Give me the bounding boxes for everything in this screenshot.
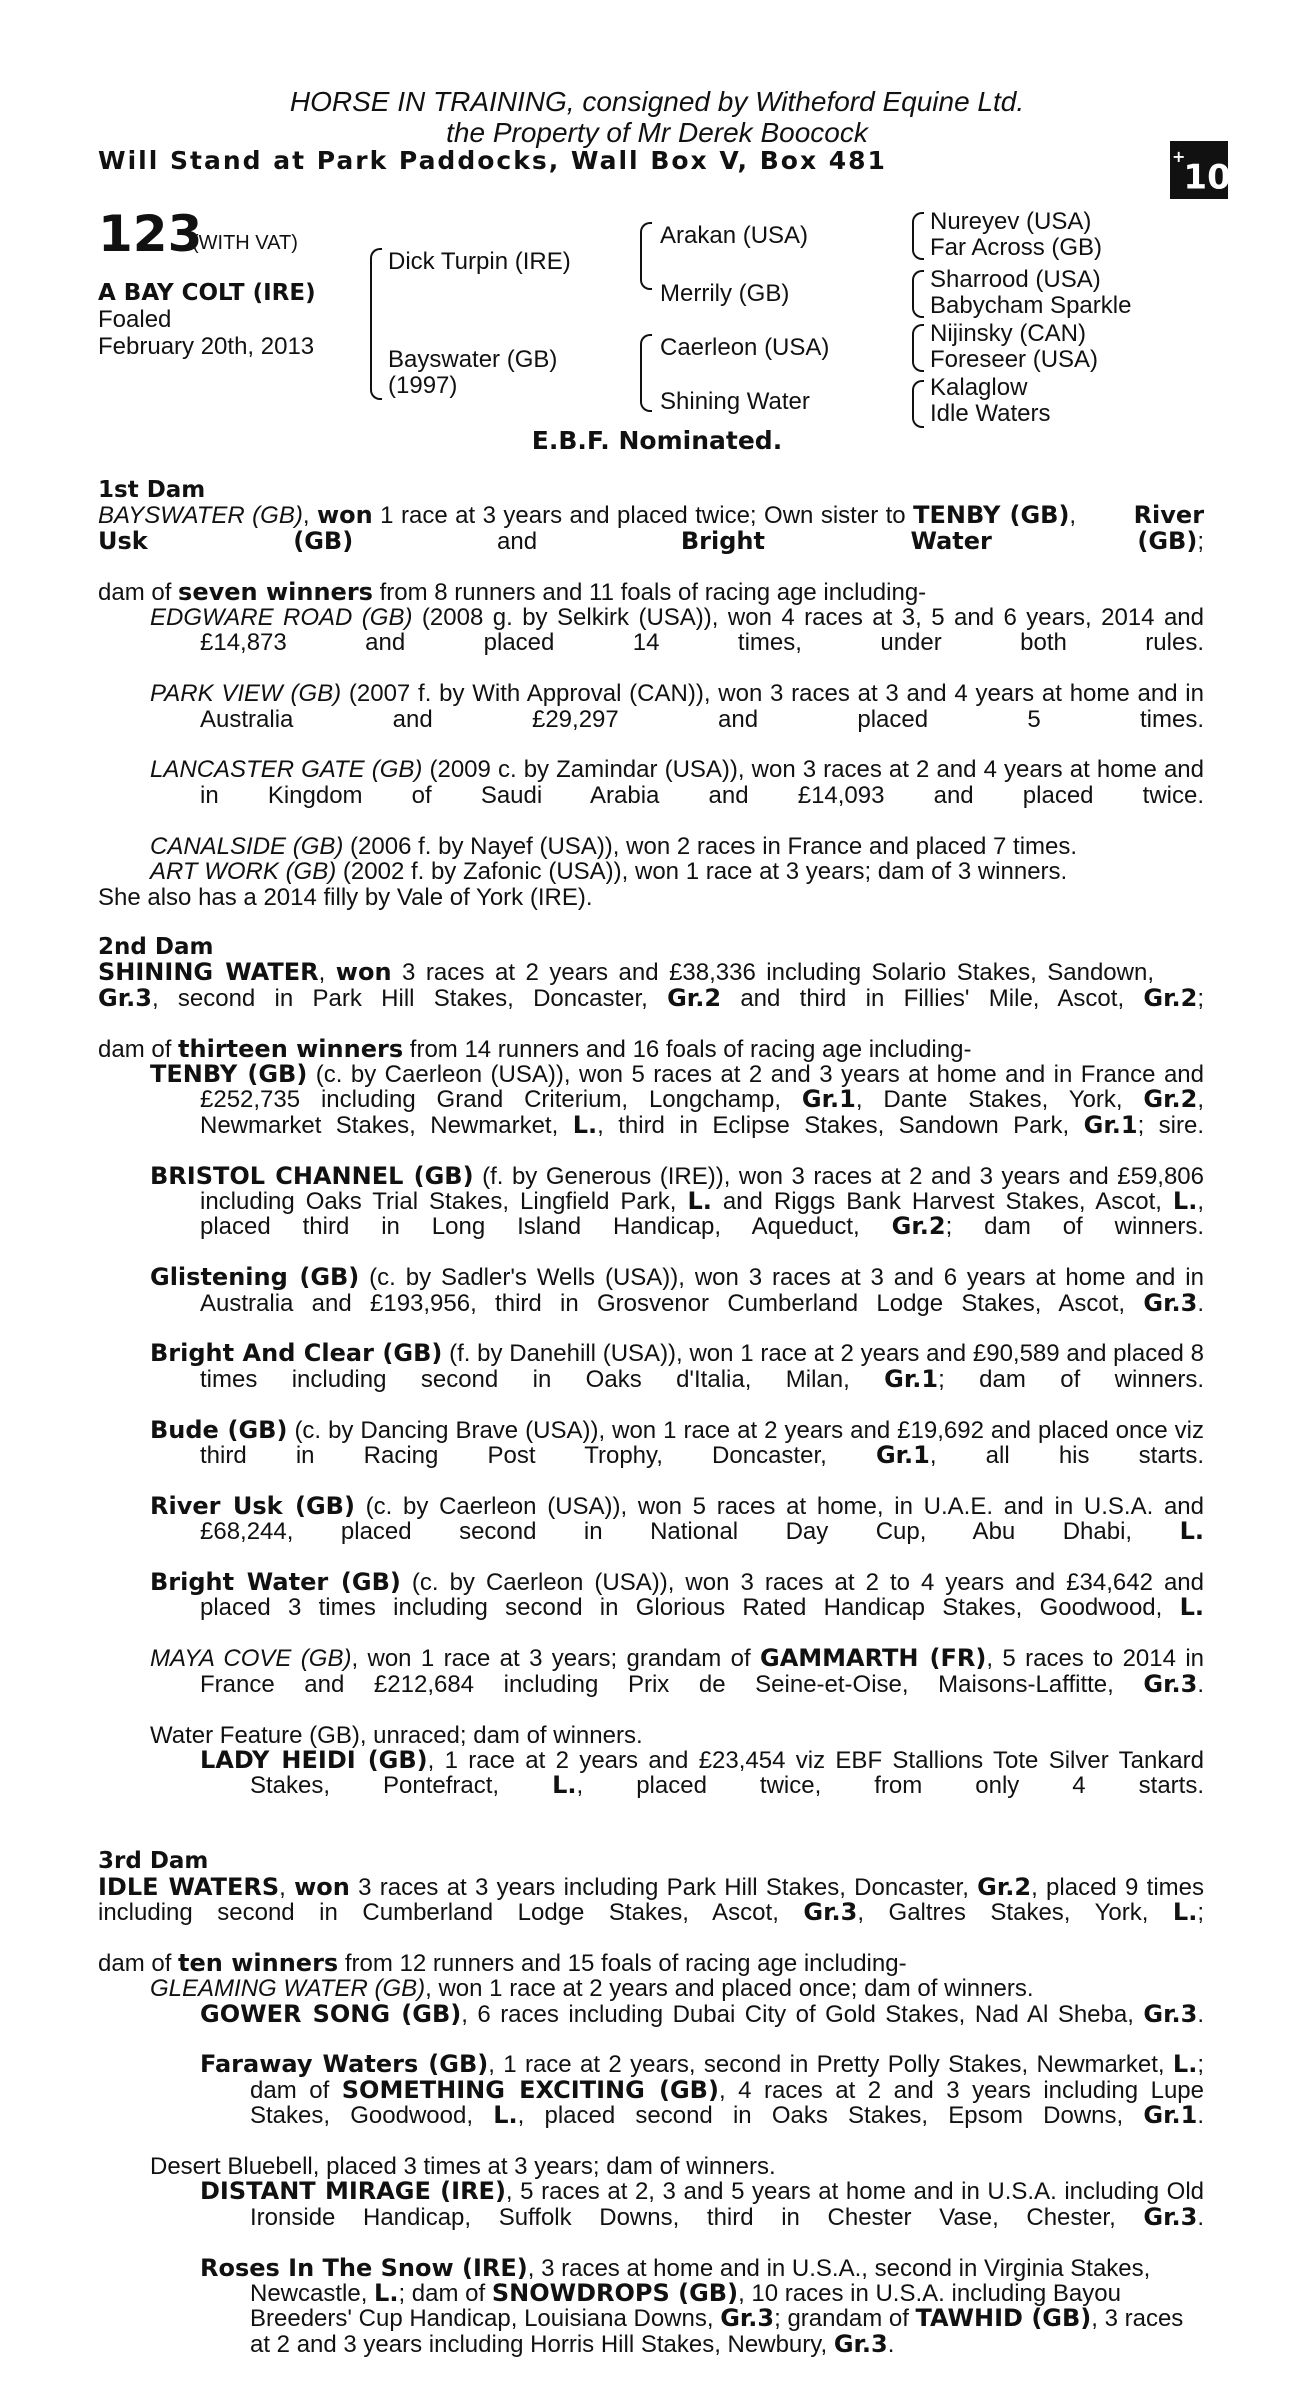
pedigree-ssd: Far Across (GB) [930,234,1103,261]
lot-badge: +10 [1170,141,1228,199]
sire-dam: Merrily (GB) [660,280,790,307]
produce-desert-bluebell: Desert Bluebell, placed 3 times at 3 years; dam of winners. [150,2153,776,2180]
produce-roses-in-the-snow: Roses In The Snow (IRE), 3 races at home and in U.S.A., second in Virginia Stakes, Newcastle, L.; dam of SNOWDROPS (GB), 10 races in U.S.A. including Bayou Breeders' Cup Handicap, Louisiana Downs, Gr.3; grandam of TAWHID (GB), 3 races at 2 and 3 years including Horris Hill Stakes, Newbury, Gr.3. [200,2253,1184,2358]
produce-art-work: ART WORK (GB) (2002 f. by Zafonic (USA)), won 1 race at 3 years; dam of 3 winners. [150,858,1068,886]
second-dam-produce-intro: dam of thirteen winners from 14 runners and 16 foals of racing age including- [98,1034,972,1063]
lot-number: 123 [98,205,203,263]
pedigree-dsd: Foreseer (USA) [930,346,1099,373]
produce-bright-water: Bright Water (GB) (c. by Caerleon (USA)), won 3 races at 2 to 4 years and £34,642 and placed 3 times including second in Glorious Rated Handicap Stakes, Goodwood, L. [150,1568,1204,1622]
produce-lady-heidi: LADY HEIDI (GB), 1 race at 2 years and £23,454 viz EBF Stallions Tote Silver Tankard Stakes, Pontefract, L., placed twice, from only 4 starts. [200,1745,1204,1800]
second-dam-text: SHINING WATER, won 3 races at 2 years and £38,336 including Solario Stakes, Sandown, Gr.3, second in Park Hill Stakes, Doncaster, Gr.2 and third in Fillies' Mile, Ascot, Gr.2; [98,958,1205,1012]
brace-ss [912,212,924,260]
brace-ds [912,324,924,372]
third-dam-text: IDLE WATERS, won 3 races at 3 years including Park Hill Stakes, Doncaster, Gr.2, placed 9 times including second in Cumberland Lodge Stakes, Ascot, Gr.3, Galtres Stakes, York, L.; [98,1872,1205,1926]
pedigree-sdd: Babycham Sparkle [930,292,1132,319]
brace-sd [912,270,924,318]
produce-bude: Bude (GB) (c. by Dancing Brave (USA)), won 1 race at 2 years and £19,692 and placed once viz third in Racing Post Trophy, Doncaster, Gr.1, all his starts. [150,1415,1205,1470]
brace-gen1 [370,248,382,400]
produce-tenby: TENBY (GB) (c. by Caerleon (USA)), won 5 races at 2 and 3 years at home and in France and £252,735 including Grand Criterium, Longchamp, Gr.1, Dante Stakes, York, Gr.2, Newmarket Stakes, Newmarket, L., third in Eclipse Stakes, Sandown Park, Gr.1; sire. [150,1059,1205,1139]
pedigree-dss: Nijinsky (CAN) [930,320,1086,347]
produce-gleaming-water: GLEAMING WATER (GB), won 1 race at 2 years and placed once; dam of winners. [150,1975,1034,2003]
pedigree-dds: Kalaglow [930,374,1028,401]
produce-gower-song: GOWER SONG (GB), 6 races including Dubai City of Gold Stakes, Nad Al Sheba, Gr.3. [200,1999,1204,2028]
produce-maya-cove: MAYA COVE (GB), won 1 race at 3 years; grandam of GAMMARTH (FR), 5 races to 2014 in France and £212,684 including Prix de Seine-et-Oise, Maisons-Laffitte, Gr.3. [150,1644,1205,1698]
third-dam-heading: 3rd Dam [98,1848,209,1875]
pedigree-sds: Sharrood (USA) [930,266,1101,293]
produce-edgware-road: EDGWARE ROAD (GB) (2008 g. by Selkirk (USA)), won 4 races at 3, 5 and 6 years, 2014 and £14,873 and placed 14 times, under both rules. [150,604,1204,657]
header-line-2: the Property of Mr Derek Boocock [446,117,868,148]
first-dam-heading: 1st Dam [98,477,206,503]
produce-faraway-waters: Faraway Waters (GB), 1 race at 2 years, second in Pretty Polly Stakes, Newmarket, L.; dam of SOMETHING EXCITING (GB), 4 races at 2 and 3 years including Lupe Stakes, Goodwood, L., placed second in Oaks Stakes, Epsom Downs, Gr.1. [200,2050,1205,2130]
header-line-1: HORSE IN TRAINING, consigned by Witheford Equine Ltd. [289,86,1025,117]
produce-lancaster-gate: LANCASTER GATE (GB) (2009 c. by Zamindar (USA)), won 3 races at 2 and 4 years at home and in Kingdom of Saudi Arabia and £14,093 and placed twice. [150,756,1205,809]
pedigree-sss: Nureyev (USA) [930,208,1092,235]
produce-2014-filly: She also has a 2014 filly by Vale of York (IRE). [98,883,593,911]
brace-sire [640,222,652,290]
pedigree-ddd: Idle Waters [930,400,1051,427]
first-dam-produce-intro: dam of seven winners from 8 runners and 11 foals of racing age including- [98,577,927,606]
produce-glistening: Glistening (GB) (c. by Sadler's Wells (USA)), won 3 races at 3 and 6 years at home and in Australia and £193,956, third in Grosvenor Cumberland Lodge Stakes, Ascot, Gr.3. [150,1263,1204,1317]
foaled-label: Foaled [98,306,172,333]
foaled-date: February 20th, 2013 [98,333,315,360]
produce-bright-and-clear: Bright And Clear (GB) (f. by Danehill (USA)), won 1 race at 2 years and £90,589 and placed 8 times including second in Oaks d'Italia, Milan, Gr.1; dam of winners. [150,1339,1204,1393]
produce-river-usk: River Usk (GB) (c. by Caerleon (USA)), won 5 races at home, in U.A.E. and in U.S.A. and £68,244, placed second in National Day Cup, Abu Dhabi, L. [150,1491,1204,1546]
dam-sire: Caerleon (USA) [660,334,830,361]
first-dam-text: BAYSWATER (GB), won 1 race at 3 years and placed twice; Own sister to TENBY (GB), River Usk (GB) and Bright Water (GB); [98,501,1205,555]
produce-park-view: PARK VIEW (GB) (2007 f. by With Approval (CAN)), won 3 races at 3 and 4 years at home and in Australia and £29,297 and placed 5 times. [150,680,1204,733]
pedigree-notes [98,478,1204,2383]
vat-label: (WITH VAT) [192,232,298,254]
sire-sire: Arakan (USA) [660,222,809,249]
produce-distant-mirage: DISTANT MIRAGE (IRE), 5 races at 2, 3 and 5 years at home and in U.S.A. including Old Ironside Handicap, Suffolk Downs, third in Chester Vase, Chester, Gr.3. [200,2177,1204,2231]
third-dam-produce-intro: dam of ten winners from 12 runners and 15 foals of racing age including- [98,1948,907,1977]
dam-year: (1997) [388,372,458,399]
brace-dam [640,334,652,412]
header-line-3: Will Stand at Park Paddocks, Wall Box V, Box 481 [98,146,887,175]
lot-title: A BAY COLT (IRE) [98,280,316,306]
sire: Dick Turpin (IRE) [388,248,571,275]
ebf-nominated: E.B.F. Nominated. [531,426,783,455]
brace-dd [912,380,924,428]
dam-dam: Shining Water [660,388,810,415]
produce-water-feature: Water Feature (GB), unraced; dam of winners. [150,1721,643,1749]
dam: Bayswater (GB) [388,346,558,373]
second-dam-heading: 2nd Dam [98,933,214,960]
produce-bristol-channel: BRISTOL CHANNEL (GB) (f. by Generous (IRE)), won 3 races at 2 and 3 years and £59,806 including Oaks Trial Stakes, Lingfield Park, L. and Riggs Bank Harvest Stakes, Ascot, L., placed third in Long Island Handicap, Aqueduct, Gr.2; dam of winners. [150,1161,1205,1241]
produce-canalside: CANALSIDE (GB) (2006 f. by Nayef (USA)), won 2 races in France and placed 7 times. [150,832,1078,860]
